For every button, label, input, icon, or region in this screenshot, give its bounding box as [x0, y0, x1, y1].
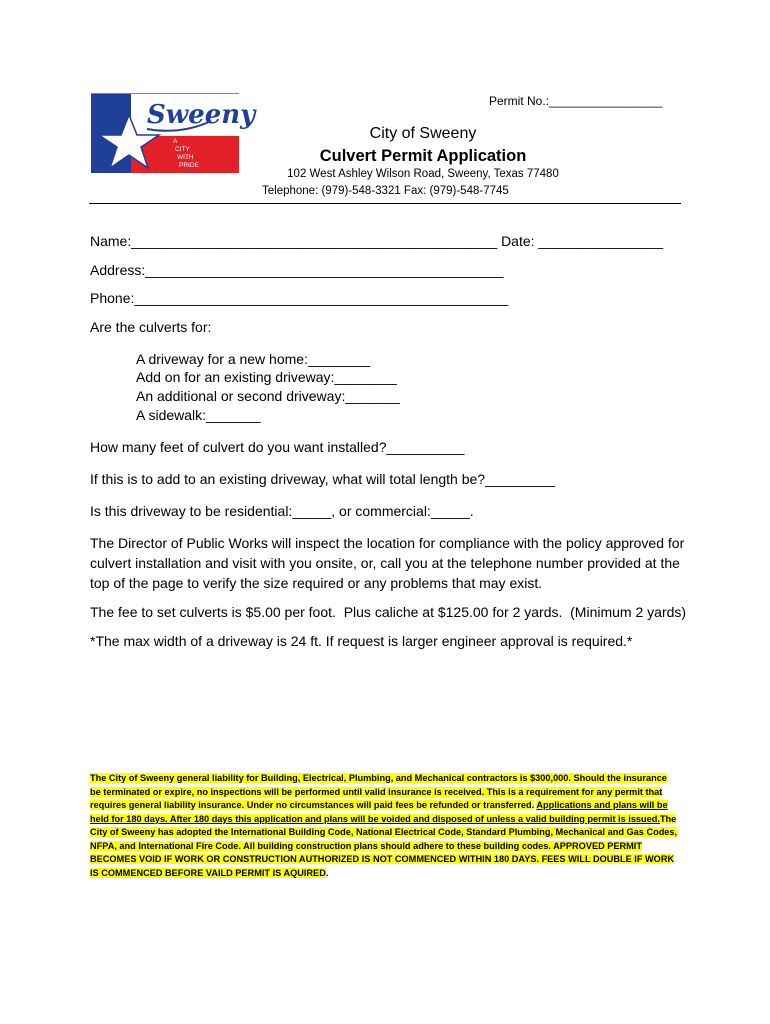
- max-width-note: *The max width of a driveway is 24 ft. If request is larger engineer approval is required.*: [90, 633, 633, 649]
- header-divider: [89, 203, 681, 204]
- city-telephone: Telephone: (979)-548-3321 Fax: (979)-548-7745: [262, 185, 509, 197]
- feet-question: How many feet of culvert do you want installed?__________: [90, 439, 465, 455]
- liability-notice: [90, 772, 680, 880]
- city-address: 102 West Ashley Wilson Road, Sweeny, Texas 77480: [287, 168, 559, 180]
- name-date-field: Name:_______________________________________________ Date: ________________: [90, 233, 664, 249]
- city-logo: [91, 93, 256, 173]
- phone-field: Phone:________________________________________________: [90, 290, 509, 306]
- logo-tagline-1: A: [173, 138, 178, 145]
- option-sidewalk: A sidewalk:_______: [136, 407, 261, 423]
- logo-tagline-2: CITY: [175, 146, 190, 153]
- total-length-question: If this is to add to an existing driveway, what will total length be?_________: [90, 471, 556, 487]
- address-field: Address:______________________________________________: [90, 262, 504, 278]
- notice-insurance-text: The City of Sweeny general liability for Building, Electrical, Plumbing, and Mechanical contractors is $300,000. Should the insurance be terminated or expire, no inspections will be performed until valid insurance is received. This is a requirement for any permit that requires general liability insurance. Under no circumstances will paid fees be refunded or transferred.: [90, 773, 667, 810]
- logo-tagline-4: PRIDE: [179, 162, 199, 169]
- notice-retention-text: Applications and plans will be held for 180 days. After 180 days this application and plans will be voided and disposed of unless a valid building permit is issued.: [90, 800, 668, 824]
- option-new-home: A driveway for a new home:________: [136, 351, 371, 367]
- residential-question: Is this driveway to be residential:_____, or commercial:_____.: [90, 503, 474, 519]
- logo-tagline-3: WITH: [177, 154, 194, 161]
- option-existing-driveway: Add on for an existing driveway:________: [136, 369, 397, 385]
- culverts-for-question: Are the culverts for:: [90, 319, 212, 335]
- director-paragraph: The Director of Public Works will inspect the location for compliance with the policy approved for culvert installation and visit with you onsite, or, call you at the telephone number provided at the top of the page to verify the size required or any problems that may exist.: [90, 535, 685, 591]
- city-name: City of Sweeny: [369, 125, 477, 142]
- notice-codes-text: The City of Sweeny has adopted the International Building Code, National Electrical Code, Standard Plumbing, Mechanical and Gas Codes, NFPA, and International Fire Code. All building construction plans should adhere to these building codes. APPROVED PERMIT BECOMES VOID IF WORK OR CONSTRUCTION AUTHORIZED IS NOT COMMENCED WITHIN 180 DAYS. FEES WILL DOUBLE IF WORK IS COMMENCED BEFORE VAILD PERMIT IS AQUIRED: [90, 813, 678, 878]
- form-title: Culvert Permit Application: [319, 147, 527, 165]
- sweeny-logo-graphic: [91, 93, 256, 173]
- permit-number-field: Permit No.:_________________: [489, 94, 663, 108]
- fee-paragraph: The fee to set culverts is $5.00 per foot. Plus caliche at $125.00 for 2 yards. (Minimum 2 yards): [90, 604, 687, 620]
- option-second-driveway: An additional or second driveway:_______: [136, 388, 400, 404]
- notice-end-period: .: [325, 867, 329, 878]
- logo-name: Sweeny: [147, 100, 256, 130]
